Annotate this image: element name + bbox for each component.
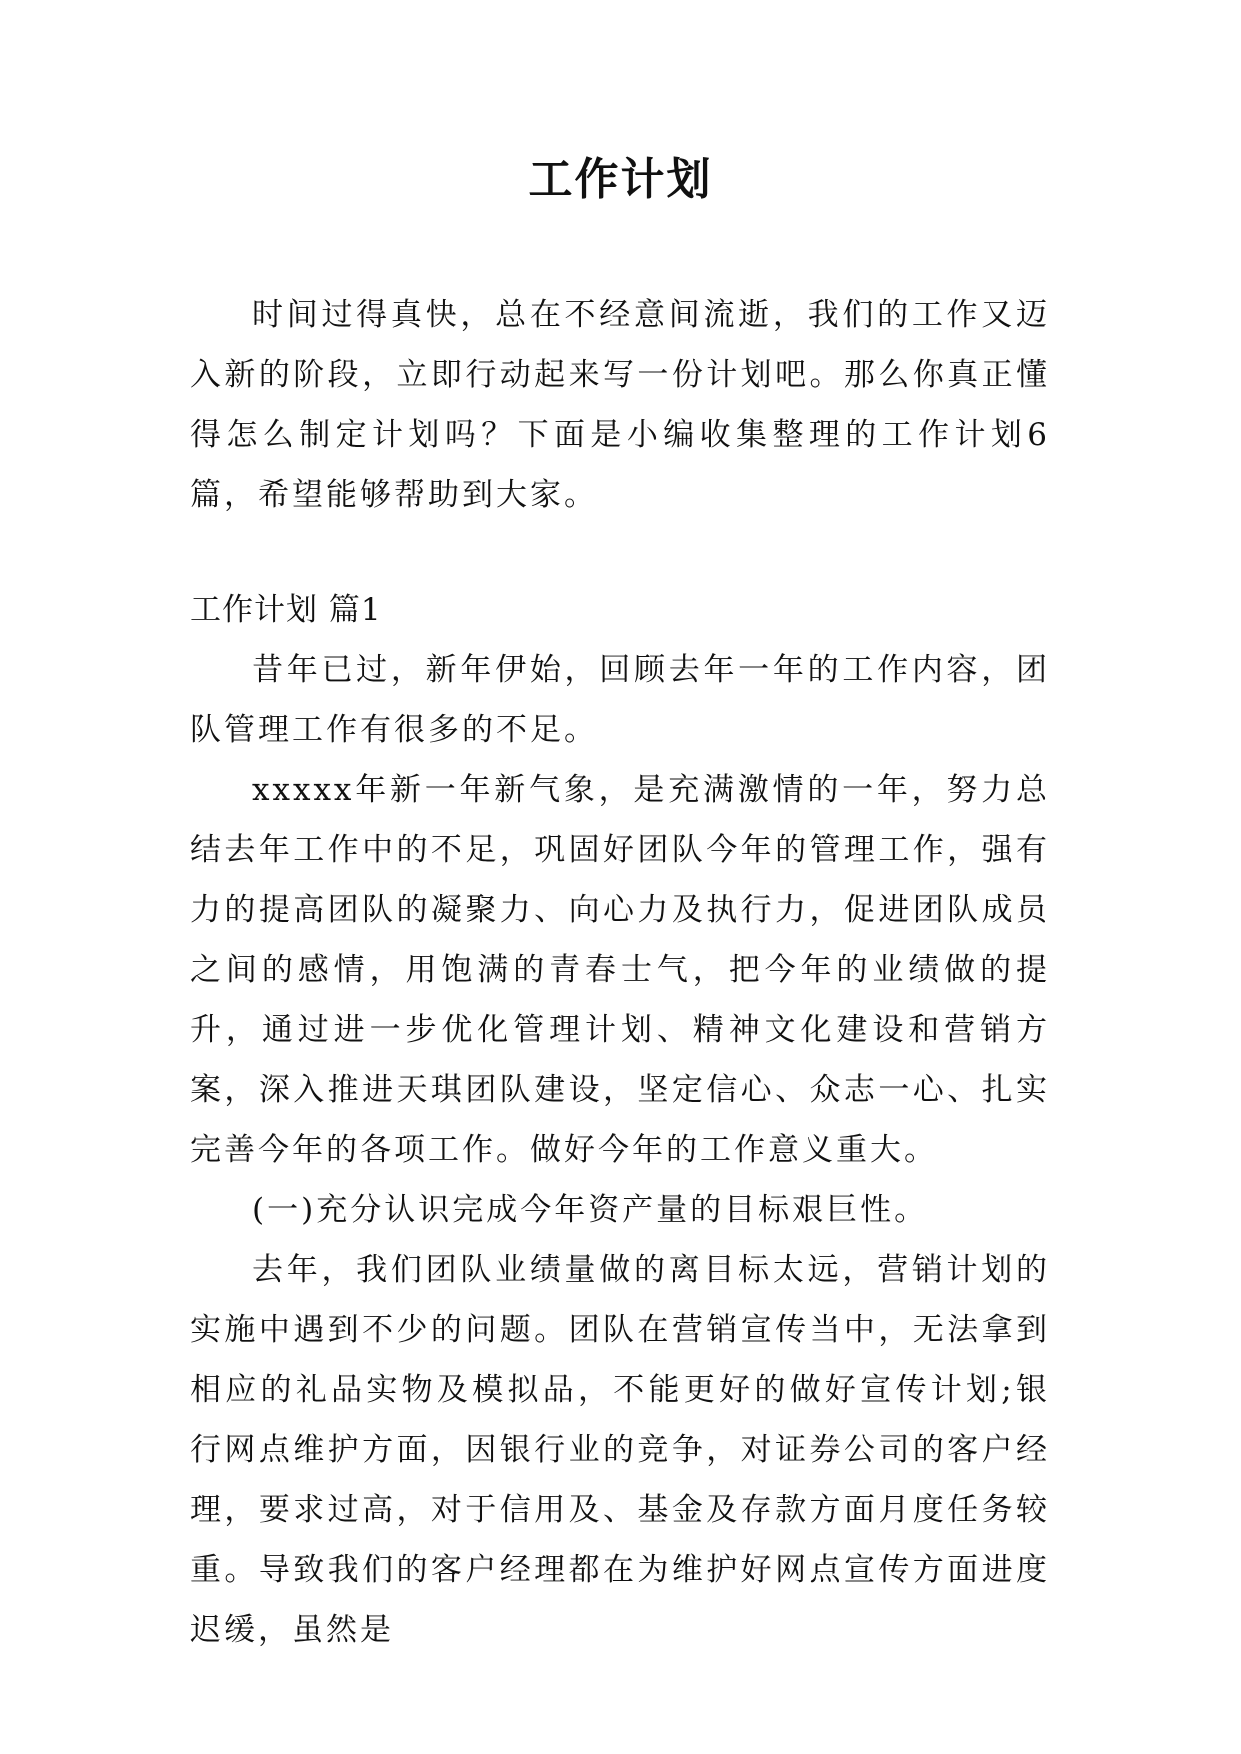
section-heading: 工作计划 篇1 <box>190 592 382 628</box>
body-paragraph: 昔年已过，新年伊始，回顾去年一年的工作内容，团队管理工作有很多的不足。 <box>190 652 1050 748</box>
subheading-paragraph: (一)充分认识完成今年资产量的目标艰巨性。 <box>252 1192 929 1228</box>
document-body <box>190 285 1050 1660</box>
body-paragraph: 去年，我们团队业绩量做的离目标太远，营销计划的实施中遇到不少的问题。团队在营销宣传当中，无法拿到相应的礼品实物及模拟品，不能更好的做好宣传计划;银行网点维护方面，因银行业的竞争，对证券公司的客户经理，要求过高，对于信用及、基金及存款方面月度任务较重。导致我们的客户经理都在为维护好网点宣传方面进度迟缓，虽然是 <box>190 1252 1050 1648</box>
intro-paragraph: 时间过得真快，总在不经意间流逝，我们的工作又迈入新的阶段，立即行动起来写一份计划吧。那么你真正懂得怎么制定计划吗？下面是小编收集整理的工作计划6篇，希望能够帮助到大家。 <box>190 297 1050 513</box>
section-spacer <box>190 525 1050 580</box>
document-title: 工作计划 <box>528 154 713 205</box>
body-paragraph: xxxxx年新一年新气象，是充满激情的一年，努力总结去年工作中的不足，巩固好团队今年的管理工作，强有力的提高团队的凝聚力、向心力及执行力，促进团队成员之间的感情，用饱满的青春士气，把今年的业绩做的提升，通过进一步优化管理计划、精神文化建设和营销方案，深入推进天琪团队建设，坚定信心、众志一心、扎实完善今年的各项工作。做好今年的工作意义重大。 <box>190 772 1050 1168</box>
